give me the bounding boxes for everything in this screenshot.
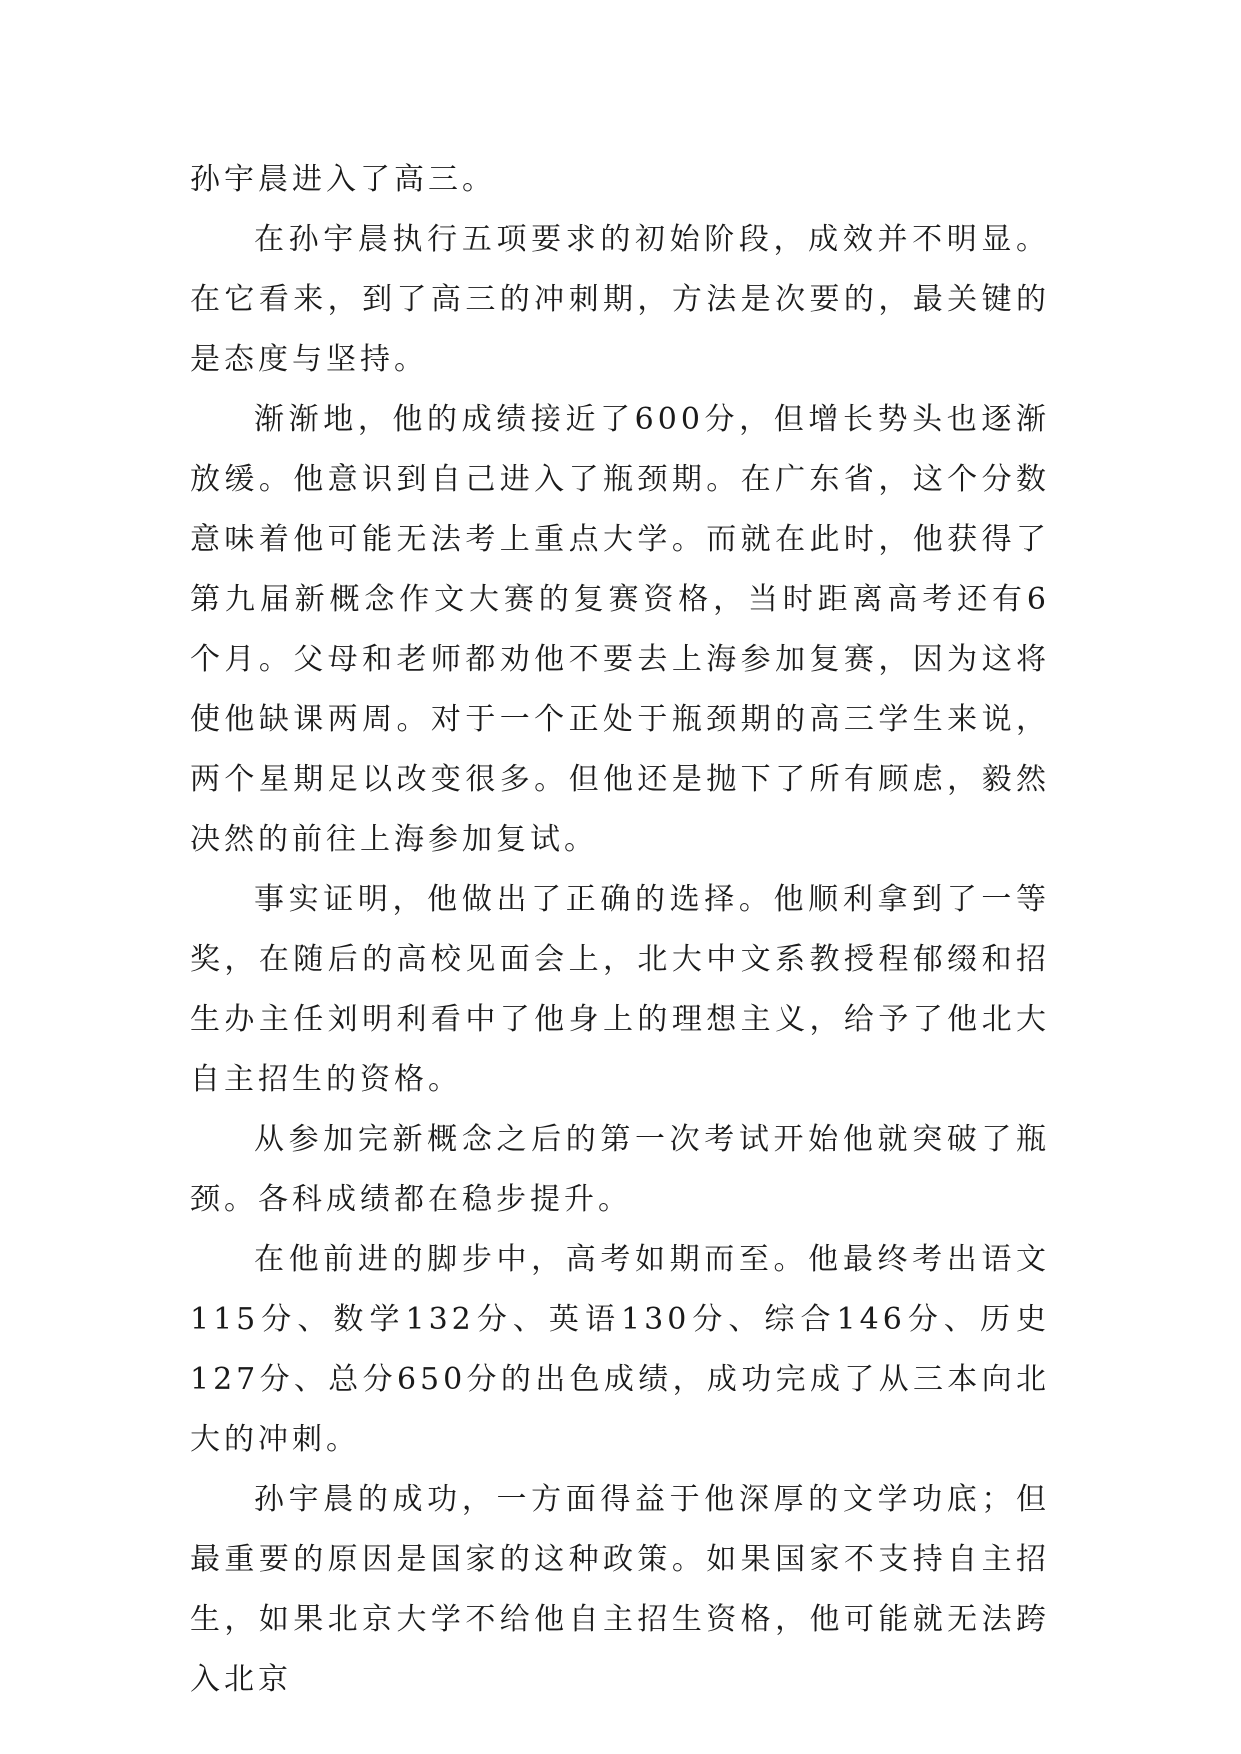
- paragraph: 孙宇晨进入了高三。: [190, 162, 496, 197]
- paragraph: 在他前进的脚步中，高考如期而至。他最终考出语文115分、数学132分、英语130分、综合146分、历史127分、总分650分的出色成绩，成功完成了从三本向北大的冲刺。: [190, 1242, 1050, 1457]
- paragraph: 在孙宇晨执行五项要求的初始阶段，成效并不明显。在它看来，到了高三的冲刺期，方法是次要的，最关键的是态度与坚持。: [190, 222, 1050, 377]
- document-body: [190, 150, 1050, 1710]
- paragraph: 渐渐地，他的成绩接近了600分，但增长势头也逐渐放缓。他意识到自己进入了瓶颈期。在广东省，这个分数意味着他可能无法考上重点大学。而就在此时，他获得了第九届新概念作文大赛的复赛资格，当时距离高考还有6个月。父母和老师都劝他不要去上海参加复赛，因为这将使他缺课两周。对于一个正处于瓶颈期的高三学生来说，两个星期足以改变很多。但他还是抛下了所有顾虑，毅然决然的前往上海参加复试。: [190, 402, 1050, 857]
- paragraph: 从参加完新概念之后的第一次考试开始他就突破了瓶颈。各科成绩都在稳步提升。: [190, 1122, 1050, 1217]
- paragraph: 事实证明，他做出了正确的选择。他顺利拿到了一等奖，在随后的高校见面会上，北大中文系教授程郁缀和招生办主任刘明利看中了他身上的理想主义，给予了他北大自主招生的资格。: [190, 882, 1050, 1097]
- paragraph: 孙宇晨的成功，一方面得益于他深厚的文学功底；但最重要的原因是国家的这种政策。如果国家不支持自主招生，如果北京大学不给他自主招生资格，他可能就无法跨入北京: [190, 1482, 1050, 1697]
